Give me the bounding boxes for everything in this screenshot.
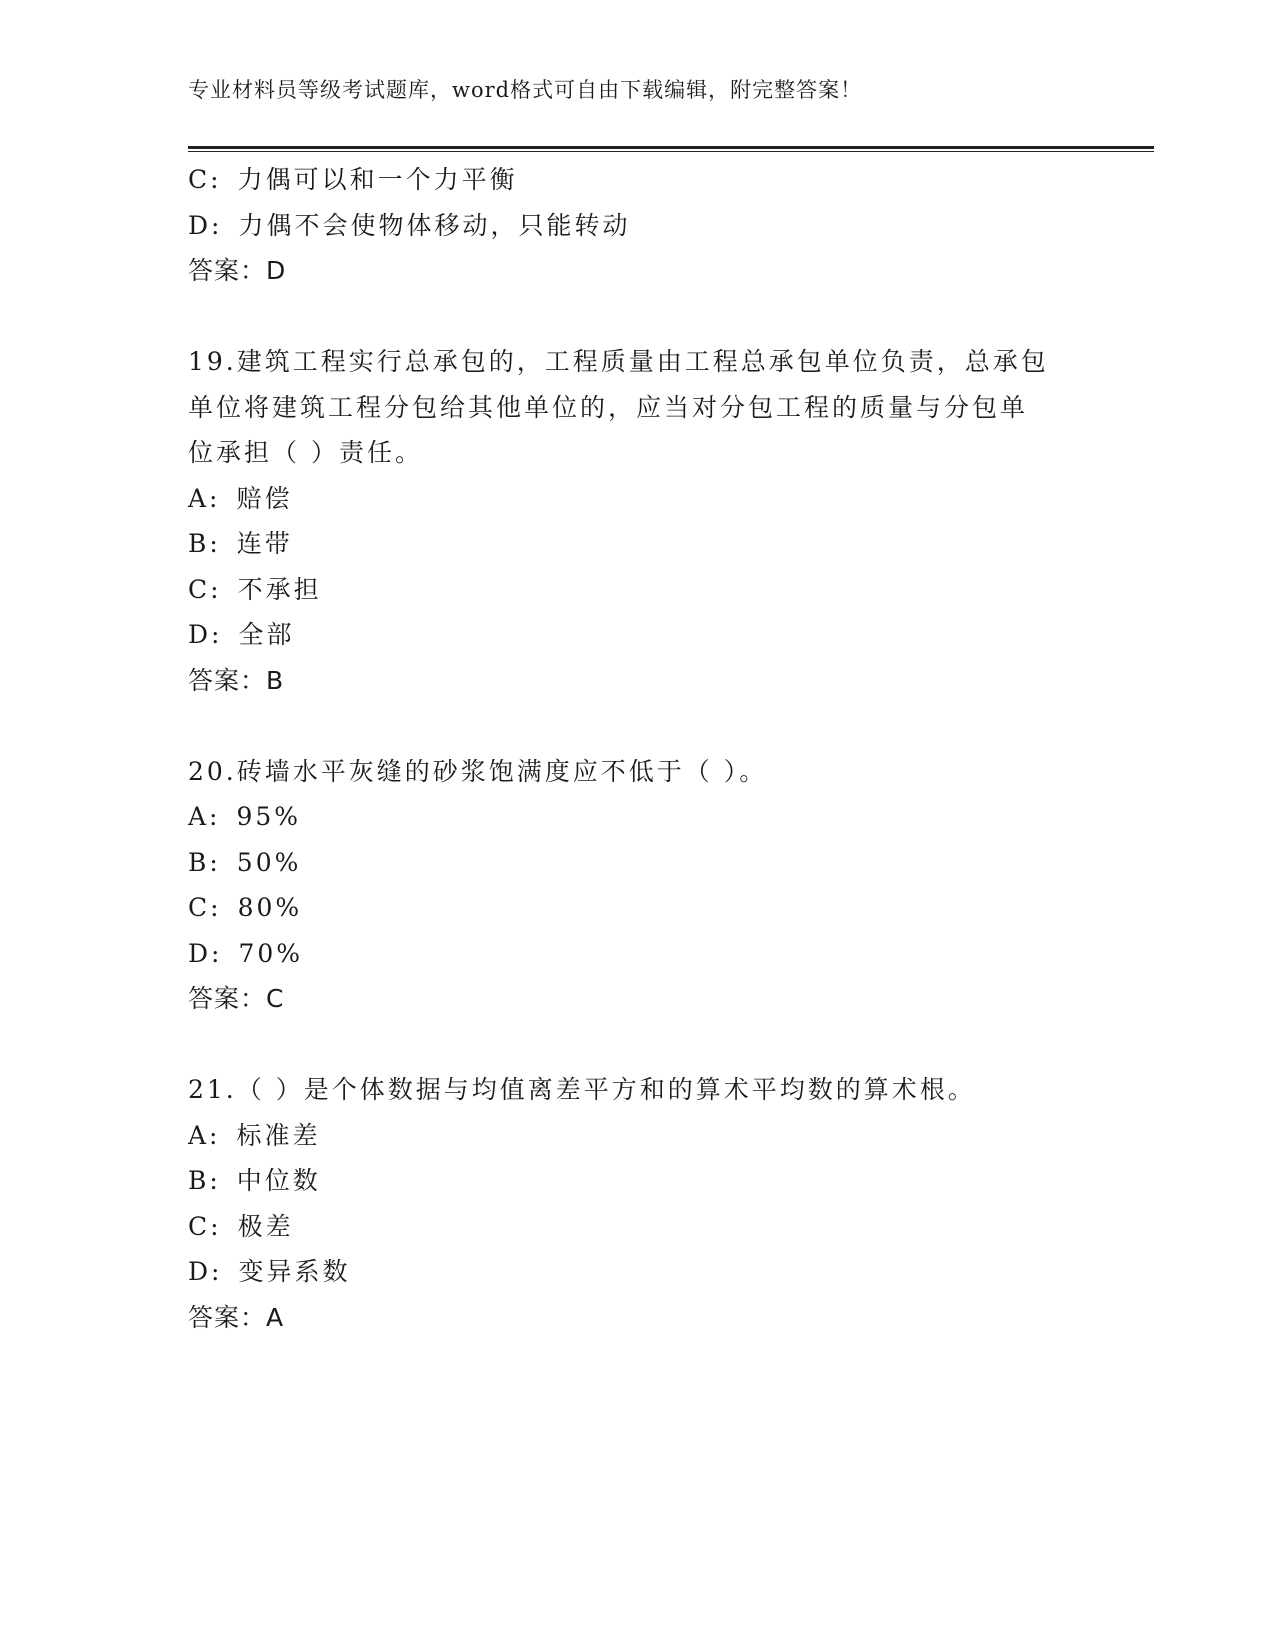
option-label: A:	[188, 1120, 221, 1150]
option-text: 标准差	[236, 1120, 321, 1150]
option-label: C:	[188, 893, 222, 922]
option-label: D:	[188, 210, 223, 240]
option-text: 中位数	[236, 1166, 321, 1195]
option-d	[188, 203, 1088, 249]
option-text: 赔偿	[236, 483, 293, 513]
option-label: C:	[188, 574, 222, 604]
option-label: D:	[188, 1257, 223, 1286]
option-c	[188, 1204, 1088, 1250]
option-label: C:	[188, 1211, 222, 1241]
option-d	[188, 612, 1088, 658]
option-text: 不承担	[237, 574, 322, 604]
option-text: 极差	[237, 1211, 294, 1241]
option-b	[188, 521, 1088, 567]
question-stem-line: 21.（ ）是个体数据与均值离差平方和的算术平均数的算术根。	[188, 1075, 976, 1104]
header-divider	[188, 146, 1154, 152]
option-text: 50%	[236, 847, 302, 877]
answer: 答案：D	[188, 256, 287, 285]
answer: 答案：A	[188, 1302, 285, 1332]
question-21	[188, 1067, 1088, 1340]
option-a	[188, 794, 1088, 840]
option-label: A:	[188, 802, 221, 831]
option-text: 全部	[238, 620, 295, 649]
option-label: D:	[188, 938, 223, 968]
option-label: D:	[188, 620, 223, 649]
answer: 答案：B	[188, 665, 285, 695]
option-text: 95%	[236, 802, 302, 831]
option-text: 力偶可以和一个力平衡	[237, 165, 518, 194]
question-content	[188, 157, 1088, 1340]
option-text: 力偶不会使物体移动，只能转动	[238, 210, 631, 240]
question-stem-line: 19.建筑工程实行总承包的，工程质量由工程总承包单位负责，总承包	[188, 347, 1049, 376]
option-d	[188, 931, 1088, 977]
option-d	[188, 1249, 1088, 1295]
option-text: 70%	[238, 938, 304, 968]
option-a	[188, 476, 1088, 522]
answer: 答案：C	[188, 984, 285, 1013]
option-a	[188, 1113, 1088, 1159]
option-text: 80%	[237, 893, 303, 922]
option-label: B:	[188, 529, 221, 558]
option-label: A:	[188, 483, 221, 513]
option-text: 变异系数	[238, 1257, 351, 1286]
option-label: B:	[188, 1166, 221, 1195]
question-stem-line: 20.砖墙水平灰缝的砂浆饱满度应不低于（ ）。	[188, 756, 768, 786]
question-stem-line: 位承担（ ）责任。	[188, 438, 423, 467]
option-c	[188, 885, 1088, 931]
question-18-continued	[188, 157, 1088, 294]
option-label: C:	[188, 165, 222, 194]
question-19	[188, 339, 1088, 703]
option-b	[188, 1158, 1088, 1204]
question-stem-line: 单位将建筑工程分包给其他单位的，应当对分包工程的质量与分包单	[188, 392, 1029, 422]
option-c	[188, 567, 1088, 613]
option-label: B:	[188, 847, 221, 877]
option-text: 连带	[236, 529, 293, 558]
option-c	[188, 157, 1088, 203]
page-header: 专业材料员等级考试题库，word格式可自由下载编辑，附完整答案！	[188, 78, 863, 102]
question-20	[188, 749, 1088, 1022]
option-b	[188, 840, 1088, 886]
